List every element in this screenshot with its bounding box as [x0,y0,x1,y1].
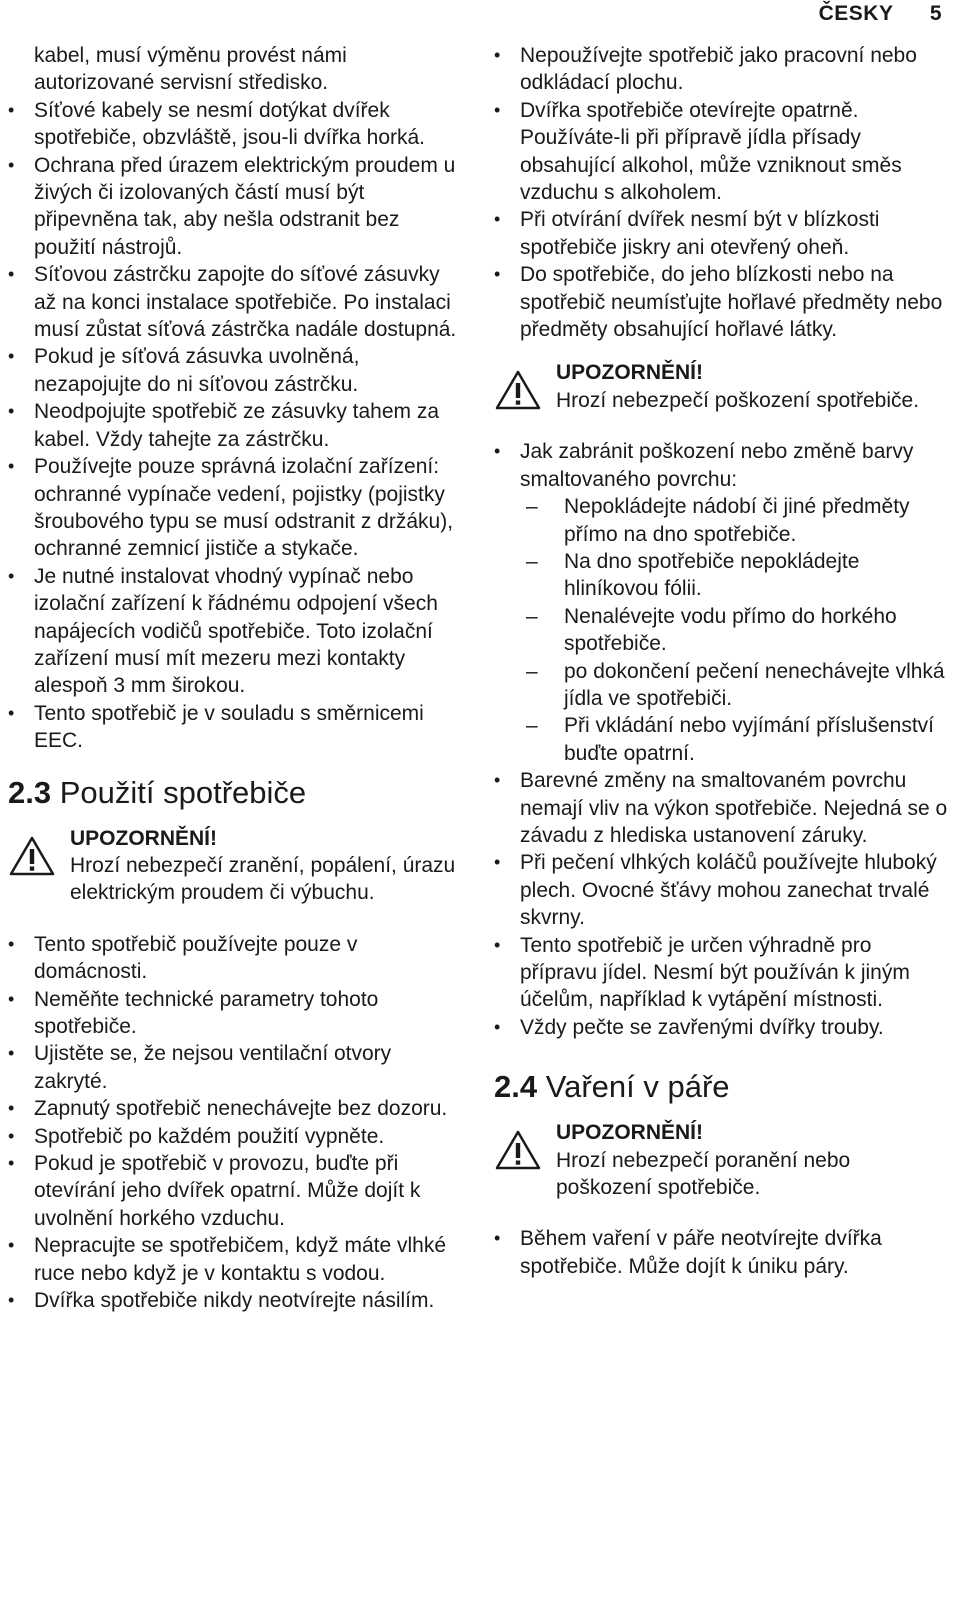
list-item: • Barevné změny na smaltovaném povrchu nemají vliv na výkon spotřebiče. Nejedná se o závadu z hlediska ustanovení záruky. [494,767,950,849]
steam-list [494,1225,950,1280]
list-item: • Tento spotřebič je určen výhradně pro přípravu jídel. Nesmí být používán k jiným účelům, například k vytápění místnosti. [494,932,950,1014]
warning-triangle-icon [494,369,542,411]
section-number: 2.4 [494,1069,538,1105]
list-item: • Používejte pouze správná izolační zařízení: ochranné vypínače vedení, pojistky (pojistky šroubového typu se musí odstranit z držáku), ochranné zemnicí jističe a stykače. [8,453,458,563]
section-heading-2-4 [494,1069,950,1105]
list-item: • Tento spotřebič používejte pouze v domácnosti. [8,931,458,986]
page-header [819,2,942,26]
list-item: • Tento spotřebič je v souladu s směrnicemi EEC. [8,700,458,755]
section-heading-2-3 [8,775,458,811]
page-number: 5 [929,2,942,25]
list-item [494,438,950,767]
list-item: • Neodpojujte spotřebič ze zásuvky tahem za kabel. Vždy tahejte za zástrčku. [8,398,458,453]
warning-text: Hrozí nebezpečí poškození spotřebiče. [556,388,920,412]
section-title: Vaření v páře [545,1069,730,1105]
right-column [494,42,950,1280]
dash-item: – Nepokládejte nádobí či jiné předměty přímo na dno spotřebiče. [520,493,950,548]
left-column [8,42,458,1314]
list-item: • Dvířka spotřebiče otevírejte opatrně. Používáte-li při přípravě jídla přísady obsahující alkohol, může vzniknout směs vzduchu s alkoholem. [494,97,950,207]
warning-title: UPOZORNĚNÍ! [556,361,703,385]
list-item: • Síťové kabely se nesmí dotýkat dvířek spotřebiče, obzvláště, jsou-li dvířka horká. [8,97,458,152]
enamel-intro: Jak zabránit poškození nebo změně barvy smaltovaného povrchu: [520,440,914,491]
warning-box [494,1119,950,1201]
list-item: • Zapnutý spotřebič nenechávejte bez dozoru. [8,1095,458,1122]
list-item: • Dvířka spotřebiče nikdy neotvírejte násilím. [8,1287,458,1314]
dash-item: – Nenalévejte vodu přímo do horkého spotřebiče. [520,603,950,658]
list-item: • Ochrana před úrazem elektrickým proudem u živých či izolovaných částí musí být připevněna tak, aby nešla odstranit bez použití nástrojů. [8,152,458,262]
warning-title: UPOZORNĚNÍ! [556,1121,703,1145]
list-item: • Síťovou zástrčku zapojte do síťové zásuvky až na konci instalace spotřebiče. Po instalaci musí zůstat síťová zástrčka nadále dostupná. [8,261,458,343]
warning-box [494,359,950,414]
dash-item: – Na dno spotřebiče nepokládejte hliníkovou fólii. [520,548,950,603]
dash-item: – po dokončení pečení nenechávejte vlhká jídla ve spotřebiči. [520,658,950,713]
list-item: • Nepoužívejte spotřebič jako pracovní nebo odkládací plochu. [494,42,950,97]
section-title: Použití spotřebiče [59,774,307,810]
list-item: • Je nutné instalovat vhodný vypínač nebo izolační zařízení k řádnému odpojení všech napájecích vodičů spotřebiče. Toto izolační zařízení musí mít mezeru mezi kontakty alespoň 3 mm širokou. [8,563,458,700]
enamel-dash-list [520,493,950,767]
list-item: • Pokud je spotřebič v provozu, buďte při otevírání jeho dvířek opatrní. Může dojít k uvolnění horkého vzduchu. [8,1150,458,1232]
warning-text: Hrozí nebezpečí poranění nebo poškození spotřebiče. [556,1148,851,1200]
list-item: • Během vaření v páře neotvírejte dvířka spotřebiče. Může dojít k úniku páry. [494,1225,950,1280]
warning-content [556,1119,950,1201]
language-label: ČESKY [818,2,894,25]
enamel-list [494,438,950,1041]
list-item: • Při otvírání dvířek nesmí být v blízkosti spotřebiče jiskry ani otevřený oheň. [494,206,950,261]
list-item: • Ujistěte se, že nejsou ventilační otvory zakryté. [8,1040,458,1095]
section-number: 2.3 [8,774,52,810]
warning-title: UPOZORNĚNÍ! [70,826,217,850]
warning-content [70,825,458,907]
warning-text: Hrozí nebezpečí zranění, popálení, úrazu elektrickým proudem či výbuchu. [70,853,456,905]
safety-list-1 [8,97,458,755]
warning-box [8,825,458,907]
warning-content [556,359,919,414]
usage-list-continued [494,42,950,343]
list-item: • Spotřebič po každém použití vypněte. [8,1123,458,1150]
list-item: • Nepracujte se spotřebičem, když máte vlhké ruce nebo když je v kontaktu s vodou. [8,1232,458,1287]
dash-item: – Při vkládání nebo vyjímání příslušenství buďte opatrní. [520,712,950,767]
list-item: • Do spotřebiče, do jeho blízkosti nebo na spotřebič neumísťujte hořlavé předměty nebo předměty obsahující hořlavé látky. [494,261,950,343]
list-item: • Neměňte technické parametry tohoto spotřebiče. [8,986,458,1041]
usage-list [8,931,458,1315]
warning-triangle-icon [494,1129,542,1171]
list-item: • Při pečení vlhkých koláčů používejte hluboký plech. Ovocné šťávy mohou zanechat trvalé skvrny. [494,849,950,931]
continued-paragraph: kabel, musí výměnu provést námi autorizované servisní středisko. [34,44,347,95]
list-item: • Vždy pečte se zavřenými dvířky trouby. [494,1014,950,1041]
list-item: • Pokud je síťová zásuvka uvolněná, nezapojujte do ni síťovou zástrčku. [8,343,458,398]
warning-triangle-icon [8,835,56,877]
